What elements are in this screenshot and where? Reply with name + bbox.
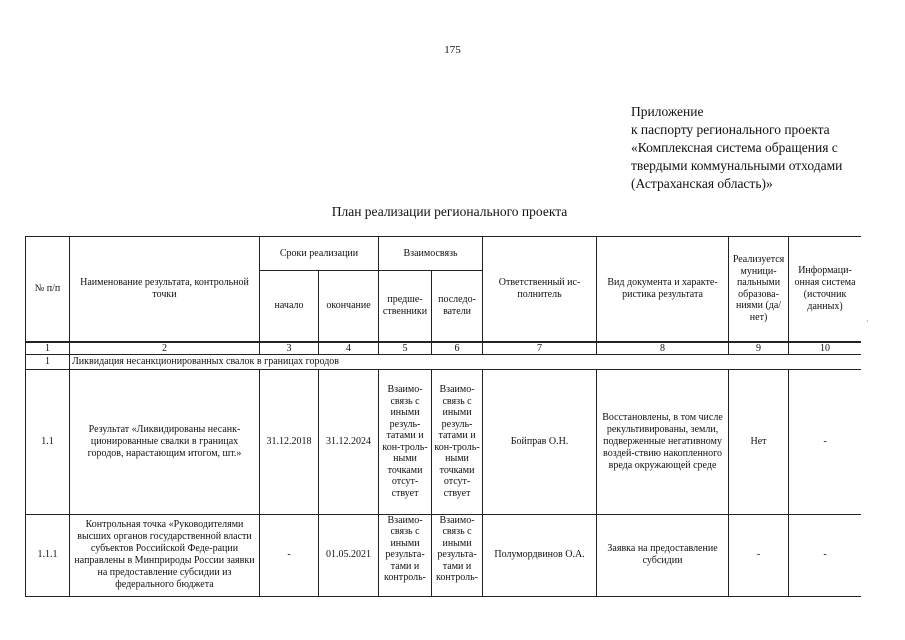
row-start: 31.12.2018 xyxy=(260,369,319,514)
column-number: 10 xyxy=(789,342,861,355)
header-municipal: Реализуется муници-пальными образова-ниями (да/нет) xyxy=(729,237,789,342)
stray-mark: · xyxy=(866,317,869,326)
table-row xyxy=(26,514,862,596)
header-row-1 xyxy=(26,237,862,271)
row-info: - xyxy=(789,514,861,596)
row-end: 31.12.2024 xyxy=(319,369,379,514)
row-info: - xyxy=(789,369,861,514)
row-doc: Заявка на предоставление субсидии xyxy=(597,514,729,596)
column-number: 1 xyxy=(26,342,70,355)
row-start: - xyxy=(260,514,319,596)
column-number-row xyxy=(26,342,862,355)
header-start: начало xyxy=(260,271,319,342)
row-predecessors: Взаимо-связь с иными резуль-татами и кон-троль-ными точками отсут-ствует xyxy=(379,369,432,514)
row-municipal: - xyxy=(729,514,789,596)
appendix-line: твердыми коммунальными отходами xyxy=(631,158,843,173)
appendix-caption xyxy=(631,103,896,193)
row-doc: Восстановлены, в том числе рекультивированы, земли, подверженные негативному воздей-ствию накопленного вреда окружающей среде xyxy=(597,369,729,514)
appendix-line: (Астраханская область)» xyxy=(631,176,773,191)
column-number: 3 xyxy=(260,342,319,355)
appendix-line: к паспорту регионального проекта xyxy=(631,122,830,137)
header-info: Информаци-онная система (источник данных) xyxy=(789,237,861,342)
row-responsible: Полумордвинов О.А. xyxy=(483,514,597,596)
row-successors: Взаимо-связь с иными резуль-татами и кон-троль-ными точками отсут-ствует xyxy=(432,369,483,514)
table-row xyxy=(26,369,862,514)
page-number: 175 xyxy=(444,44,461,56)
plan-title-text: План реализации регионального проекта xyxy=(331,204,568,219)
column-number: 9 xyxy=(729,342,789,355)
row-successors: Взаимо-связь с иными результа-тами и контроль- xyxy=(432,514,483,596)
header-name: Наименование результата, контрольной точки xyxy=(70,237,260,342)
appendix-line: Приложение xyxy=(631,104,704,119)
plan-table xyxy=(25,236,861,597)
plan-title xyxy=(0,204,905,220)
column-number: 7 xyxy=(483,342,597,355)
column-number: 6 xyxy=(432,342,483,355)
column-number: 4 xyxy=(319,342,379,355)
header-succ: последо-ватели xyxy=(432,271,483,342)
column-number: 5 xyxy=(379,342,432,355)
header-end: окончание xyxy=(319,271,379,342)
row-name: Результат «Ликвидированы несанк-ционированные свалки в границах городов, нарастающим итогом, шт.» xyxy=(70,369,260,514)
row-predecessors: Взаимо-связь с иными результа-тами и контроль- xyxy=(379,514,432,596)
appendix-line: «Комплексная система обращения с xyxy=(631,140,838,155)
section-title: Ликвидация несанкционированных свалок в границах городов xyxy=(70,354,862,369)
header-doc: Вид документа и характе-ристика результата xyxy=(597,237,729,342)
header-terms: Сроки реализации xyxy=(260,237,379,271)
section-num: 1 xyxy=(26,354,70,369)
row-responsible: Бойправ О.Н. xyxy=(483,369,597,514)
header-link: Взаимосвязь xyxy=(379,237,483,271)
header-responsible: Ответственный ис-полнитель xyxy=(483,237,597,342)
plan-table-wrapper xyxy=(25,236,861,640)
row-num: 1.1 xyxy=(26,369,70,514)
header-pred: предше-ственники xyxy=(379,271,432,342)
row-num: 1.1.1 xyxy=(26,514,70,596)
header-num: № п/п xyxy=(26,237,70,342)
row-end: 01.05.2021 xyxy=(319,514,379,596)
column-number: 8 xyxy=(597,342,729,355)
column-number: 2 xyxy=(70,342,260,355)
row-name: Контрольная точка «Руководителями высших органов государственной власти субъектов Российской Феде-рации направлены в Минприроды России заявки на предоставление субсидии из федерального бюджета xyxy=(70,514,260,596)
row-municipal: Нет xyxy=(729,369,789,514)
section-row xyxy=(26,354,862,369)
